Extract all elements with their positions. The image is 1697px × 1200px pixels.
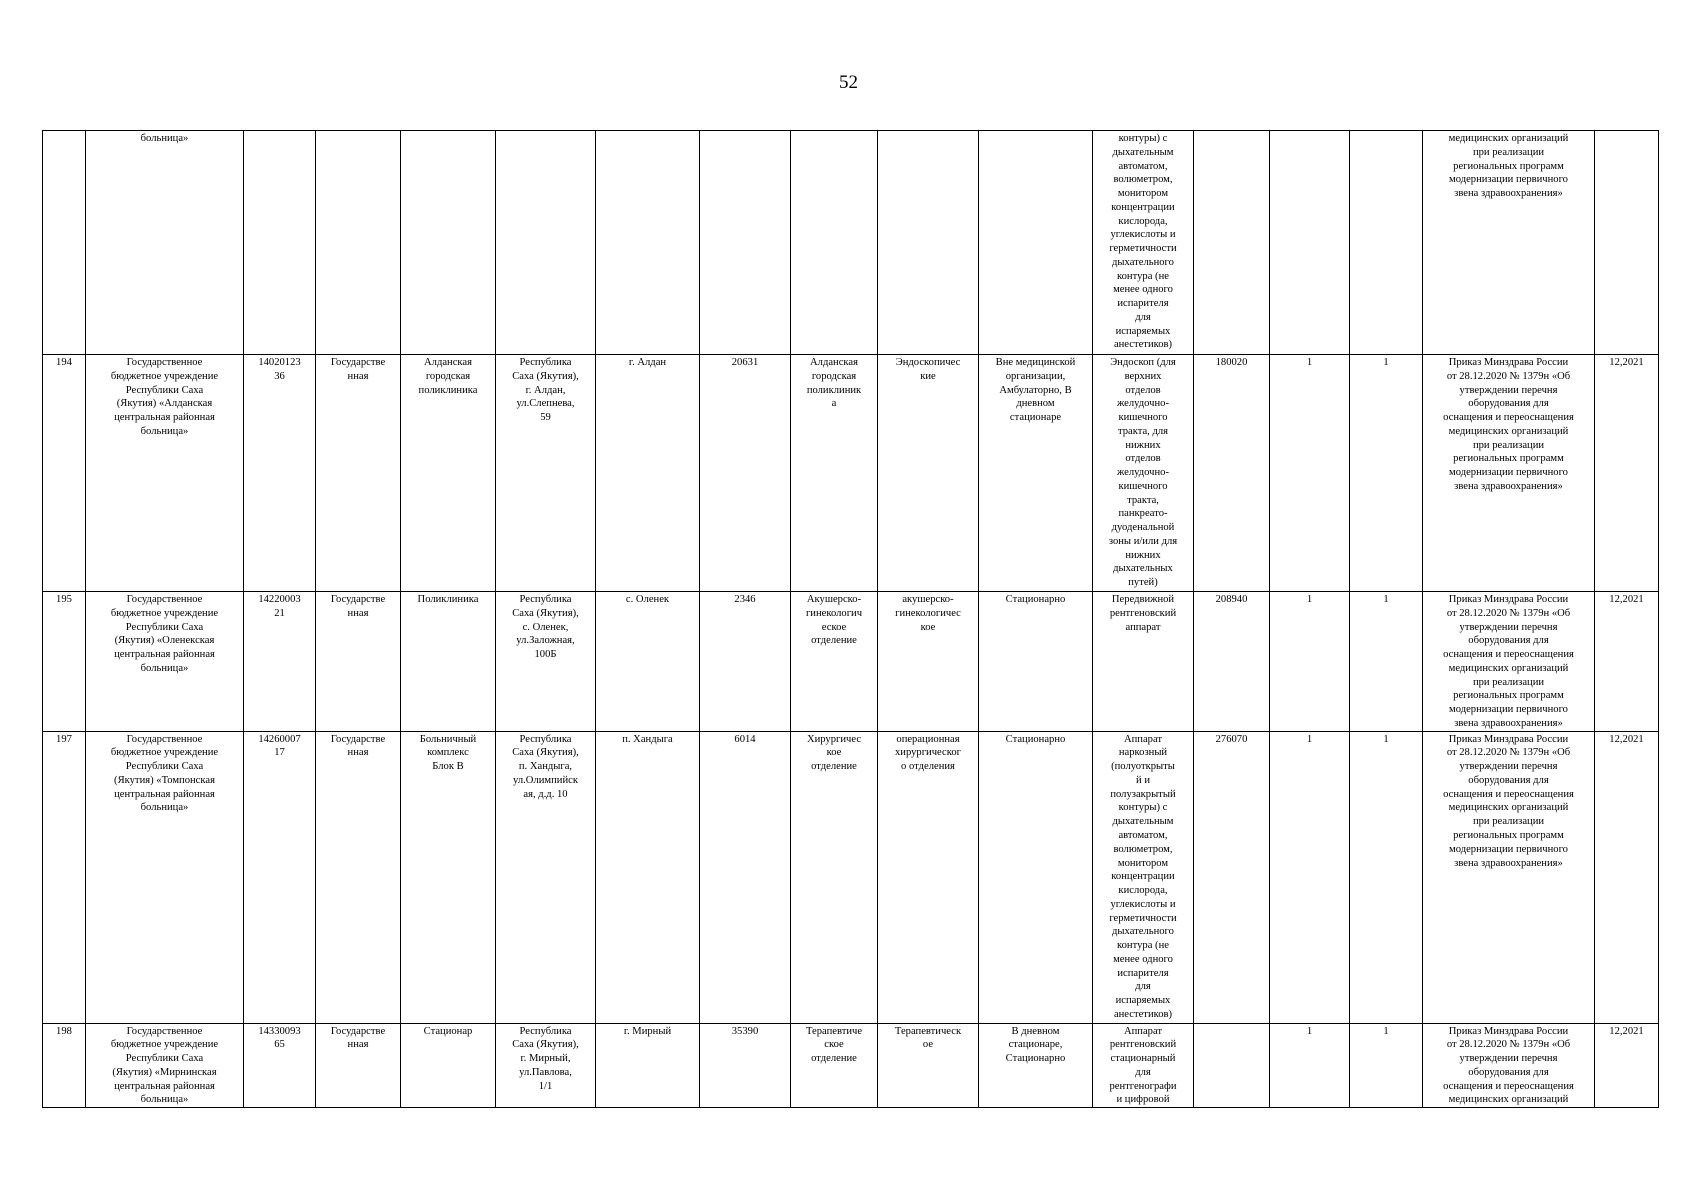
care-profile bbox=[878, 131, 979, 355]
facility-address bbox=[496, 131, 596, 355]
facility-name: Стационар bbox=[401, 1023, 496, 1108]
legal-basis: Приказ Минздрава России от 28.12.2020 № 1379н «Об утверждении перечня оборудования для оснащения и переоснащения медицинских организаций при реализации региональных программ модернизации первичного звена здравоохранения» bbox=[1423, 592, 1595, 732]
care-conditions: Стационарно bbox=[979, 592, 1093, 732]
facility-address: Республика Саха (Якутия), г. Мирный, ул.Павлова, 1/1 bbox=[496, 1023, 596, 1108]
table-row bbox=[43, 131, 1659, 355]
facility-address: Республика Саха (Якутия), с. Оленек, ул.Заложная, 100Б bbox=[496, 592, 596, 732]
table-row bbox=[43, 731, 1659, 1023]
quantity-1: 1 bbox=[1270, 355, 1350, 592]
equipment-name: Эндоскоп (для верхних отделов желудочно- кишечного тракта, для нижних отделов желудочно- кишечного тракта, панкреато- дуоденальной зоны и/или для нижних дыхательных путей) bbox=[1093, 355, 1194, 592]
locality: с. Оленек bbox=[596, 592, 700, 732]
care-conditions: Вне медицинской организации, Амбулаторно, В дневном стационаре bbox=[979, 355, 1093, 592]
inn: 14330093 65 bbox=[244, 1023, 316, 1108]
organization-name: Государственное бюджетное учреждение Республики Саха (Якутия) «Оленекская центральная районная больница» bbox=[86, 592, 244, 732]
equipment-registry-table bbox=[42, 130, 1659, 1108]
legal-basis: Приказ Минздрава России от 28.12.2020 № 1379н «Об утверждении перечня оборудования для оснащения и переоснащения медицинских организаций при реализации региональных программ модернизации первичного звена здравоохранения» bbox=[1423, 731, 1595, 1023]
price: 180020 bbox=[1194, 355, 1270, 592]
ownership-form: Государстве нная bbox=[316, 731, 401, 1023]
department bbox=[791, 131, 878, 355]
legal-basis: Приказ Минздрава России от 28.12.2020 № 1379н «Об утверждении перечня оборудования для оснащения и переоснащения медицинских организаций при реализации региональных программ модернизации первичного звена здравоохранения» bbox=[1423, 355, 1595, 592]
table-row bbox=[43, 1023, 1659, 1108]
quantity-1: 1 bbox=[1270, 592, 1350, 732]
locality: г. Мирный bbox=[596, 1023, 700, 1108]
facility-address: Республика Саха (Якутия), п. Хандыга, ул.Олимпийск ая, д.д. 10 bbox=[496, 731, 596, 1023]
facility-name bbox=[401, 131, 496, 355]
delivery-date bbox=[1595, 131, 1659, 355]
price bbox=[1194, 1023, 1270, 1108]
care-conditions: Стационарно bbox=[979, 731, 1093, 1023]
delivery-date: 12,2021 bbox=[1595, 1023, 1659, 1108]
quantity-1 bbox=[1270, 131, 1350, 355]
row-number: 195 bbox=[43, 592, 86, 732]
equipment-name: Аппарат наркозный (полуоткрыты й и полузакрытый контуры) с дыхательным автоматом, волюметром, монитором концентрации кислорода, углекислоты и герметичности дыхательного контура (не менее одного испарителя для испаряемых анестетиков) bbox=[1093, 731, 1194, 1023]
facility-name: Больничный комплекс Блок В bbox=[401, 731, 496, 1023]
quantity-2: 1 bbox=[1350, 1023, 1423, 1108]
organization-name: Государственное бюджетное учреждение Республики Саха (Якутия) «Мирнинская центральная районная больница» bbox=[86, 1023, 244, 1108]
quantity-2: 1 bbox=[1350, 731, 1423, 1023]
department: Алданская городская поликлиник а bbox=[791, 355, 878, 592]
population: 35390 bbox=[700, 1023, 791, 1108]
row-number: 197 bbox=[43, 731, 86, 1023]
ownership-form: Государстве нная bbox=[316, 592, 401, 732]
quantity-2: 1 bbox=[1350, 355, 1423, 592]
table-row bbox=[43, 355, 1659, 592]
row-number bbox=[43, 131, 86, 355]
quantity-1: 1 bbox=[1270, 1023, 1350, 1108]
quantity-1: 1 bbox=[1270, 731, 1350, 1023]
inn bbox=[244, 131, 316, 355]
facility-name: Поликлиника bbox=[401, 592, 496, 732]
population bbox=[700, 131, 791, 355]
care-profile: операционная хирургическог о отделения bbox=[878, 731, 979, 1023]
ownership-form bbox=[316, 131, 401, 355]
inn: 14220003 21 bbox=[244, 592, 316, 732]
department: Терапевтиче ское отделение bbox=[791, 1023, 878, 1108]
legal-basis: Приказ Минздрава России от 28.12.2020 № 1379н «Об утверждении перечня оборудования для оснащения и переоснащения медицинских организаций bbox=[1423, 1023, 1595, 1108]
care-conditions bbox=[979, 131, 1093, 355]
department: Акушерско- гинекологич еское отделение bbox=[791, 592, 878, 732]
table-row bbox=[43, 592, 1659, 732]
population: 6014 bbox=[700, 731, 791, 1023]
delivery-date: 12,2021 bbox=[1595, 592, 1659, 732]
facility-address: Республика Саха (Якутия), г. Алдан, ул.Слепнева, 59 bbox=[496, 355, 596, 592]
locality: п. Хандыга bbox=[596, 731, 700, 1023]
organization-name: Государственное бюджетное учреждение Республики Саха (Якутия) «Алданская центральная районная больница» bbox=[86, 355, 244, 592]
quantity-2: 1 bbox=[1350, 592, 1423, 732]
locality: г. Алдан bbox=[596, 355, 700, 592]
price: 276070 bbox=[1194, 731, 1270, 1023]
row-number: 198 bbox=[43, 1023, 86, 1108]
delivery-date: 12,2021 bbox=[1595, 355, 1659, 592]
inn: 14020123 36 bbox=[244, 355, 316, 592]
population: 2346 bbox=[700, 592, 791, 732]
facility-name: Алданская городская поликлиника bbox=[401, 355, 496, 592]
price bbox=[1194, 131, 1270, 355]
legal-basis: медицинских организаций при реализации региональных программ модернизации первичного звена здравоохранения» bbox=[1423, 131, 1595, 355]
department: Хирургичес кое отделение bbox=[791, 731, 878, 1023]
care-conditions: В дневном стационаре, Стационарно bbox=[979, 1023, 1093, 1108]
equipment-name: Передвижной рентгеновский аппарат bbox=[1093, 592, 1194, 732]
equipment-name: Аппарат рентгеновский стационарный для рентгенографи и цифровой bbox=[1093, 1023, 1194, 1108]
organization-name: Государственное бюджетное учреждение Республики Саха (Якутия) «Томпонская центральная районная больница» bbox=[86, 731, 244, 1023]
care-profile: Терапевтическ ое bbox=[878, 1023, 979, 1108]
quantity-2 bbox=[1350, 131, 1423, 355]
price: 208940 bbox=[1194, 592, 1270, 732]
care-profile: акушерско- гинекологичес кое bbox=[878, 592, 979, 732]
inn: 14260007 17 bbox=[244, 731, 316, 1023]
page-number: 52 bbox=[839, 72, 858, 93]
care-profile: Эндоскопичес кие bbox=[878, 355, 979, 592]
organization-name: больница» bbox=[86, 131, 244, 355]
delivery-date: 12,2021 bbox=[1595, 731, 1659, 1023]
ownership-form: Государстве нная bbox=[316, 1023, 401, 1108]
row-number: 194 bbox=[43, 355, 86, 592]
equipment-name: контуры) с дыхательным автоматом, волюметром, монитором концентрации кислорода, углекислоты и герметичности дыхательного контура (не менее одного испарителя для испаряемых анестетиков) bbox=[1093, 131, 1194, 355]
locality bbox=[596, 131, 700, 355]
population: 20631 bbox=[700, 355, 791, 592]
ownership-form: Государстве нная bbox=[316, 355, 401, 592]
